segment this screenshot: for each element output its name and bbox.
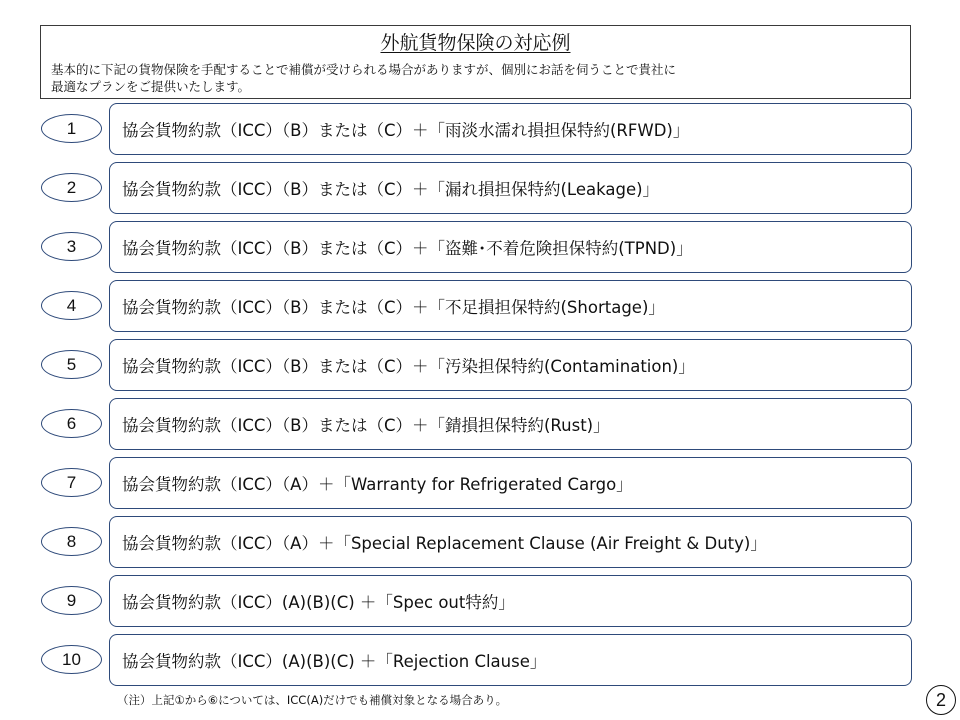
- item-number-badge: 4: [41, 291, 102, 320]
- page-title: 外航貨物保険の対応例: [380, 32, 571, 54]
- list-item: [40, 398, 912, 450]
- header-box: [40, 25, 911, 99]
- item-number-badge: 5: [41, 350, 102, 379]
- list-item: [40, 516, 912, 568]
- item-description: 協会貨物約款（ICC）（B）または（C）＋「汚染担保特約(Contamination)」: [109, 339, 912, 391]
- item-description: 協会貨物約款（ICC）（B）または（C）＋「漏れ損担保特約(Leakage)」: [109, 162, 912, 214]
- list-item: [40, 280, 912, 332]
- list-item: [40, 162, 912, 214]
- item-description: 協会貨物約款（ICC）（B）または（C）＋「不足損担保特約(Shortage)」: [109, 280, 912, 332]
- item-description: 協会貨物約款（ICC）(A)(B)(C) ＋「Spec out特約」: [109, 575, 912, 627]
- item-description: 協会貨物約款（ICC）（A）＋「Special Replacement Clause (Air Freight & Duty)」: [109, 516, 912, 568]
- item-number-badge: 2: [41, 173, 102, 202]
- list-item: [40, 339, 912, 391]
- item-number-badge: 1: [41, 114, 102, 143]
- item-number-badge: 6: [41, 409, 102, 438]
- item-number-badge: 10: [41, 645, 102, 674]
- item-number-badge: 9: [41, 586, 102, 615]
- list-item: [40, 634, 912, 686]
- item-number-badge: 8: [41, 527, 102, 556]
- item-number-badge: 3: [41, 232, 102, 261]
- intro-text-line-1: 基本的に下記の貨物保険を手配することで補償が受けられる場合がありますが、個別にお話を伺うことで貴社に: [51, 62, 677, 77]
- footnote: （注）上記①から⑥については、ICC(A)だけでも補償対象となる場合あり。: [117, 693, 508, 707]
- item-description: 協会貨物約款（ICC）（B）または（C）＋「雨淡水濡れ損担保特約(RFWD)」: [109, 103, 912, 155]
- list-item: [40, 457, 912, 509]
- item-description: 協会貨物約款（ICC）(A)(B)(C) ＋「Rejection Clause」: [109, 634, 912, 686]
- intro-text-line-2: 最適なプランをご提供いたします。: [51, 79, 251, 94]
- item-description: 協会貨物約款（ICC）（B）または（C）＋「錆損担保特約(Rust)」: [109, 398, 912, 450]
- item-number-badge: 7: [41, 468, 102, 497]
- item-description: 協会貨物約款（ICC）（A）＋「Warranty for Refrigerated Cargo」: [109, 457, 912, 509]
- item-description: 協会貨物約款（ICC）（B）または（C）＋「盗難･不着危険担保特約(TPND)」: [109, 221, 912, 273]
- list-item: [40, 103, 912, 155]
- list-item: [40, 221, 912, 273]
- list-item: [40, 575, 912, 627]
- page-number: 2: [926, 685, 956, 715]
